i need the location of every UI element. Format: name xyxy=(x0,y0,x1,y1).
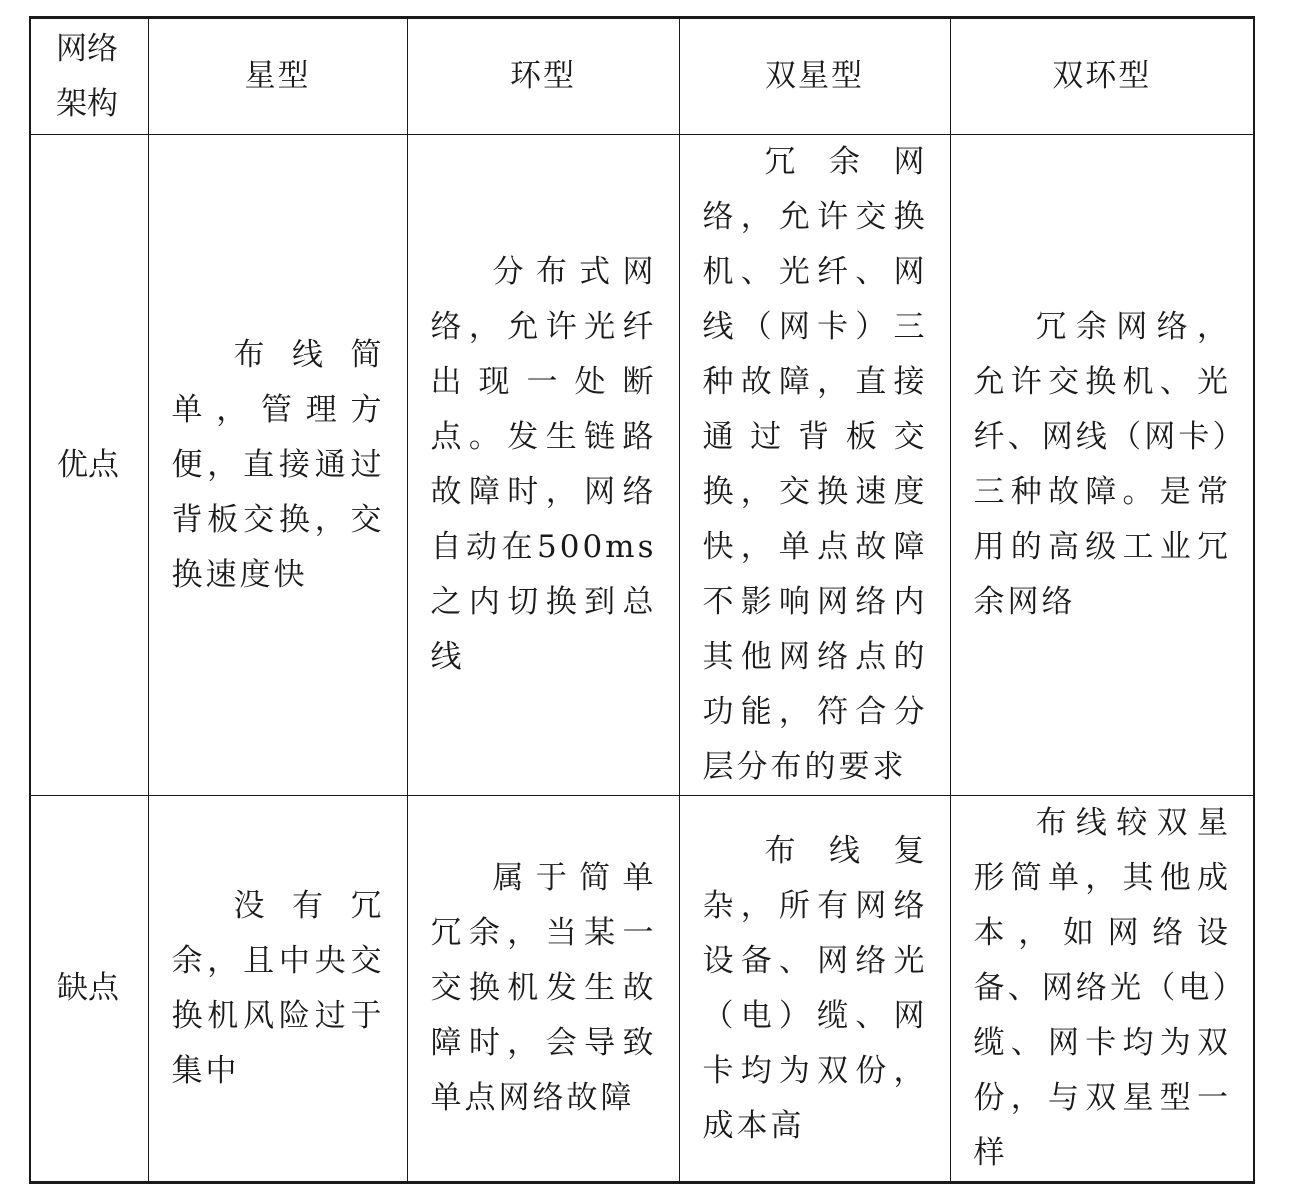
cell-dual-ring-disadvantages: 布线较双星形简单，其他成本，如网络设备、网络光（电）缆、网卡均为双份，与双星型一样 xyxy=(950,796,1254,1183)
column-header-star: 星型 xyxy=(148,18,407,135)
cell-ring-advantages: 分布式网络，允许光纤出现一处断点。发生链路故障时，网络自动在500ms之内切换到总线 xyxy=(407,135,679,796)
column-header-dual-star: 双星型 xyxy=(679,18,950,135)
network-architecture-comparison-table xyxy=(29,16,1255,1184)
column-header-ring: 环型 xyxy=(407,18,679,135)
cell-dual-star-disadvantages: 布线复杂，所有网络设备、网络光（电）缆、网卡均为双份，成本高 xyxy=(679,796,950,1183)
disadvantages-row xyxy=(30,796,1254,1183)
row-header-disadvantages: 缺点 xyxy=(30,796,148,1183)
cell-dual-ring-advantages: 冗余网络，允许交换机、光纤、网线（网卡）三种故障。是常用的高级工业冗余网络 xyxy=(950,135,1254,796)
cell-ring-disadvantages: 属于简单冗余，当某一交换机发生故障时，会导致单点网络故障 xyxy=(407,796,679,1183)
row-header-advantages: 优点 xyxy=(30,135,148,796)
cell-dual-star-advantages: 冗余网络，允许交换机、光纤、网线（网卡）三种故障，直接通过背板交换，交换速度快，单点故障不影响网络内其他网络点的功能，符合分层分布的要求 xyxy=(679,135,950,796)
advantages-row xyxy=(30,135,1254,796)
cell-star-advantages: 布线简单，管理方便，直接通过背板交换，交换速度快 xyxy=(148,135,407,796)
cell-star-disadvantages: 没有冗余，且中央交换机风险过于集中 xyxy=(148,796,407,1183)
header-row xyxy=(30,18,1254,135)
column-header-dual-ring: 双环型 xyxy=(950,18,1254,135)
corner-header: 网络架构 xyxy=(30,18,148,135)
